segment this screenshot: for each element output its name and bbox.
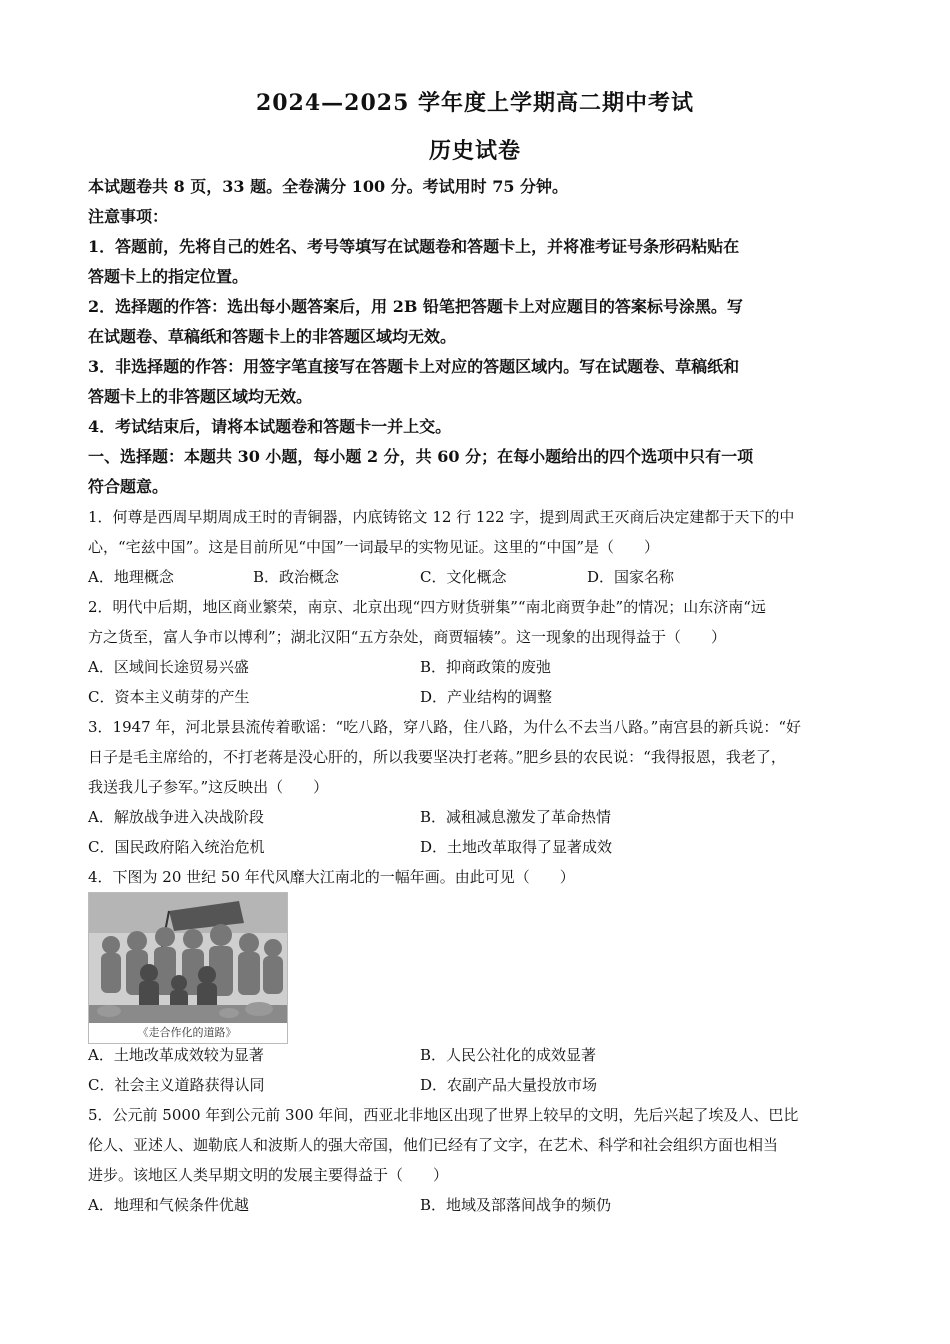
exam-title: 2024—2025 学年度上学期高二期中考试 xyxy=(255,90,695,116)
exam-subtitle: 历史试卷 xyxy=(428,138,521,164)
question-4-option-a: A．土地改革成效较为显著 xyxy=(88,1046,264,1064)
question-1-text: 心，“宅兹中国”。这是目前所见“中国”一词最早的实物见证。这里的“中国”是（ ） xyxy=(88,538,660,556)
notice-line: 答题卡上的指定位置。 xyxy=(88,267,249,286)
new-year-painting-image xyxy=(88,892,288,1044)
question-1-option-a: A．地理概念 xyxy=(88,568,174,586)
notice-line: 1．答题前，先将自己的姓名、考号等填写在试题卷和答题卡上，并将准考证号条形码粘贴在 xyxy=(88,237,740,256)
question-5-text: 进步。该地区人类早期文明的发展主要得益于（ ） xyxy=(88,1166,449,1184)
question-1-option-c: C．文化概念 xyxy=(420,568,507,586)
notice-line: 在试题卷、草稿纸和答题卡上的非答题区域均无效。 xyxy=(88,327,457,346)
question-4-text: 4．下图为 20 世纪 50 年代风靡大江南北的一幅年画。由此可见（ ） xyxy=(88,868,575,886)
question-5-option-a: A．地理和气候条件优越 xyxy=(88,1196,249,1214)
notice-line: 答题卡上的非答题区域均无效。 xyxy=(88,387,313,406)
question-3-option-c: C．国民政府陷入统治危机 xyxy=(88,838,265,856)
question-2-option-d: D．产业结构的调整 xyxy=(420,688,553,706)
question-3-text: 3．1947 年，河北景县流传着歌谣：“吃八路，穿八路，住八路，为什么不去当八路。”南宫县的新兵说：“好 xyxy=(88,718,801,736)
notice-heading: 注意事项： xyxy=(88,207,169,226)
question-4-option-c: C．社会主义道路获得认同 xyxy=(88,1076,265,1094)
question-2-option-a: A．区域间长途贸易兴盛 xyxy=(88,658,249,676)
section-heading: 一、选择题：本题共 30 小题，每小题 2 分，共 60 分；在每小题给出的四个选项中只有一项 xyxy=(88,447,754,466)
exam-intro: 本试题卷共 8 页，33 题。全卷满分 100 分。考试用时 75 分钟。 xyxy=(88,177,569,196)
question-5-text: 5．公元前 5000 年到公元前 300 年间，西亚北非地区出现了世界上较早的文明，先后兴起了埃及人、巴比 xyxy=(88,1106,799,1124)
question-2-option-c: C．资本主义萌芽的产生 xyxy=(88,688,250,706)
question-3-text: 日子是毛主席给的，不打老蒋是没心肝的，所以我要坚决打老蒋。”肥乡县的农民说：“我得报恩，我老了， xyxy=(88,748,786,766)
question-2-text: 2．明代中后期，地区商业繁荣，南京、北京出现“四方财货骈集”“南北商贾争赴”的情况；山东济南“远 xyxy=(88,598,766,616)
question-3-option-d: D．土地改革取得了显著成效 xyxy=(420,838,613,856)
question-2-option-b: B．抑商政策的废弛 xyxy=(420,658,552,676)
section-heading: 符合题意。 xyxy=(88,477,169,496)
question-4-option-b: B．人民公社化的成效显著 xyxy=(420,1046,597,1064)
image-caption: 《走合作化的道路》 xyxy=(137,1026,237,1039)
notice-line: 4．考试结束后，请将本试题卷和答题卡一并上交。 xyxy=(88,417,452,436)
question-1-text: 1．何尊是西周早期周成王时的青铜器，内底铸铭文 12 行 122 字，提到周武王灭商后决定建都于天下的中 xyxy=(88,508,795,526)
question-1-option-d: D．国家名称 xyxy=(587,568,675,586)
question-4-option-d: D．农副产品大量投放市场 xyxy=(420,1076,598,1094)
question-1-option-b: B．政治概念 xyxy=(253,568,340,586)
notice-line: 3．非选择题的作答：用签字笔直接写在答题卡上对应的答题区域内。写在试题卷、草稿纸和 xyxy=(88,357,740,376)
question-5-option-b: B．地域及部落间战争的频仍 xyxy=(420,1196,612,1214)
notice-line: 2．选择题的作答：选出每小题答案后，用 2B 铅笔把答题卡上对应题目的答案标号涂黑。写 xyxy=(88,297,743,316)
question-3-option-b: B．减租减息激发了革命热情 xyxy=(420,808,612,826)
question-5-text: 伦人、亚述人、迦勒底人和波斯人的强大帝国，他们已经有了文字，在艺术、科学和社会组织方面也相当 xyxy=(88,1136,779,1154)
new-year-painting-illustration xyxy=(89,893,287,1023)
question-2-text: 方之货至，富人争市以博利”；湖北汉阳“五方杂处，商贾辐辏”。这一现象的出现得益于（ ） xyxy=(88,628,727,646)
question-3-option-a: A．解放战争进入决战阶段 xyxy=(88,808,264,826)
question-3-text: 我送我儿子参军。”这反映出（ ） xyxy=(88,778,329,796)
